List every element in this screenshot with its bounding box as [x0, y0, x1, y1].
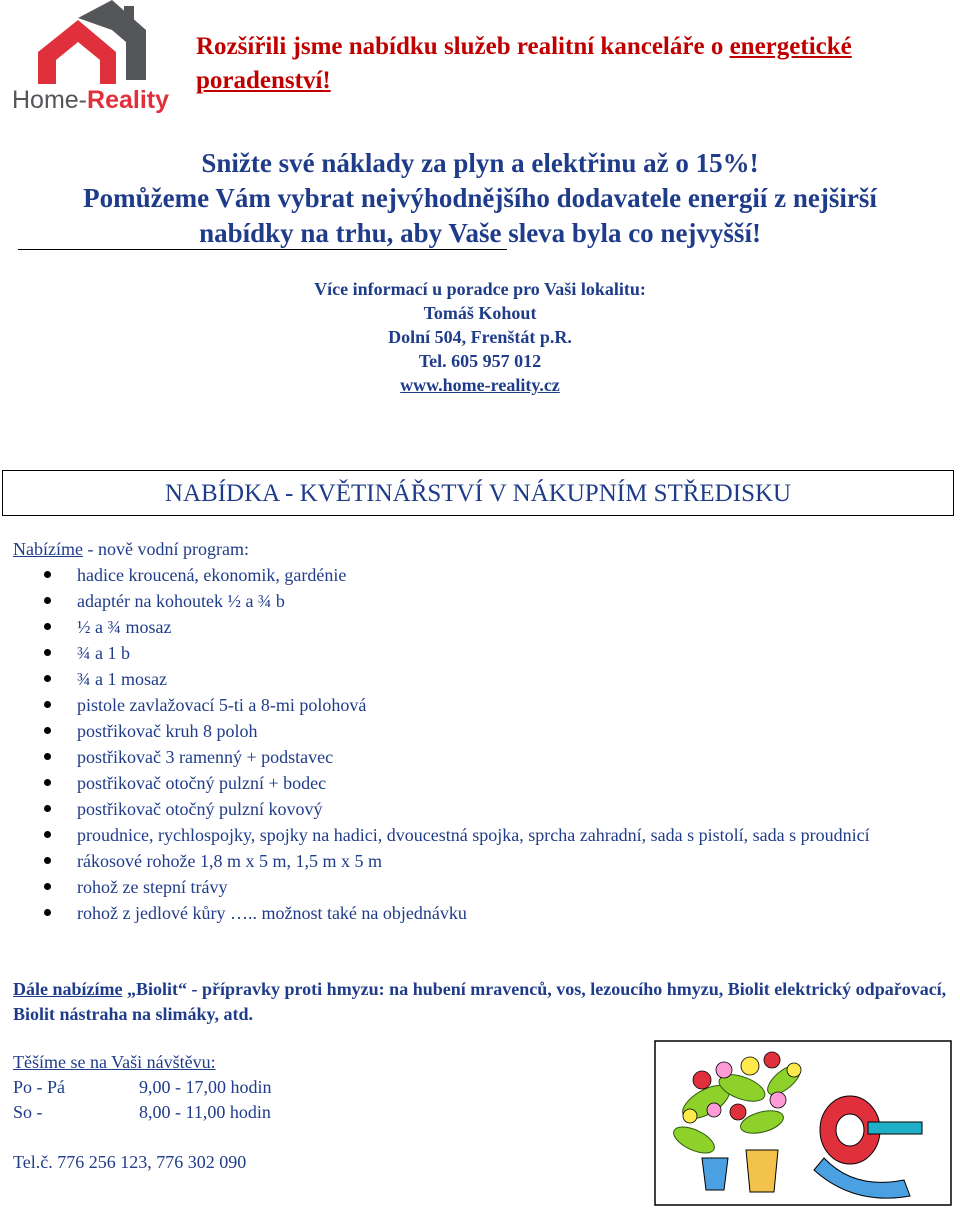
headline: Rozšířili jsme nabídku služeb realitní kanceláře o energetické poradenství! [196, 33, 852, 94]
list-item: pistole zavlažovací 5-ti a 8-mi polohová [0, 692, 950, 718]
more-products: Dále nabízíme „Biolit“ - přípravky proti hmyzu: na hubení mravenců, vos, lezoucího hmyzu, Biolit elektrický odpařovací, Biolit nástraha na slimáky, atd. [13, 979, 947, 1024]
promo-block [0, 146, 960, 251]
list-item: rohož ze stepní trávy [0, 874, 950, 900]
list-item: adaptér na kohoutek ½ a ¾ b [0, 588, 950, 614]
contact-name: Tomáš Kohout [423, 303, 537, 323]
hours-row: So - 8,00 - 11,00 hodin [13, 1102, 271, 1122]
list-item: postřikovač 3 ramenný + podstavec [0, 744, 950, 770]
list-item: hadice kroucená, ekonomik, gardénie [0, 562, 950, 588]
list-item: postřikovač otočný pulzní kovový [0, 796, 950, 822]
list-item: rákosové rohože 1,8 m x 5 m, 1,5 m x 5 m [0, 848, 950, 874]
contact-web-link[interactable]: www.home-reality.cz [400, 375, 560, 395]
offer-list [0, 562, 950, 926]
promo-line: Pomůžeme Vám vybrat nejvýhodnějšího dodavatele energií z nejširší [83, 183, 877, 213]
list-item: postřikovač kruh 8 poloh [0, 718, 950, 744]
logo-house-red [38, 20, 116, 84]
visit-heading: Těšíme se na Vaši návštěvu: [13, 1052, 216, 1072]
list-item: ¾ a 1 b [0, 640, 950, 666]
list-item: ¾ a 1 mosaz [0, 666, 950, 692]
flowers-clipart [654, 1040, 952, 1206]
offer-intro: Nabízíme - nově vodní program: [13, 539, 249, 559]
promo-line: nabídky na trhu, aby Vaše sleva byla co nejvyšší! [199, 218, 761, 248]
list-item: ½ a ¾ mosaz [0, 614, 950, 640]
list-item: postřikovač otočný pulzní + bodec [0, 770, 950, 796]
logo-chimney [124, 6, 134, 26]
contact-block [0, 277, 960, 397]
list-item: proudnice, rychlospojky, spojky na hadici, dvoucestná spojka, sprcha zahradní, sada s pistolí, sada s proudnicí [0, 822, 950, 848]
divider [18, 249, 507, 250]
contact-intro: Více informací u poradce pro Vaši lokalitu: [314, 279, 646, 299]
promo-line: Snižte své náklady za plyn a elektřinu až o 15%! [201, 148, 759, 178]
contact-phone: Tel. 605 957 012 [418, 351, 542, 371]
hours-row: Po - Pá 9,00 - 17,00 hodin [13, 1077, 272, 1097]
contact-address: Dolní 504, Frenštát p.R. [388, 327, 572, 347]
section-title: NABÍDKA - KVĚTINÁŘSTVÍ V NÁKUPNÍM STŘEDISKU [164, 480, 792, 507]
logo-wordmark: Home-Reality [12, 86, 169, 114]
list-item: rohož z jedlové kůry ….. možnost také na objednávku [0, 900, 950, 926]
headline-link[interactable]: energetické poradenství! [196, 33, 852, 94]
shop-phone: Tel.č. 776 256 123, 776 302 090 [13, 1152, 247, 1172]
